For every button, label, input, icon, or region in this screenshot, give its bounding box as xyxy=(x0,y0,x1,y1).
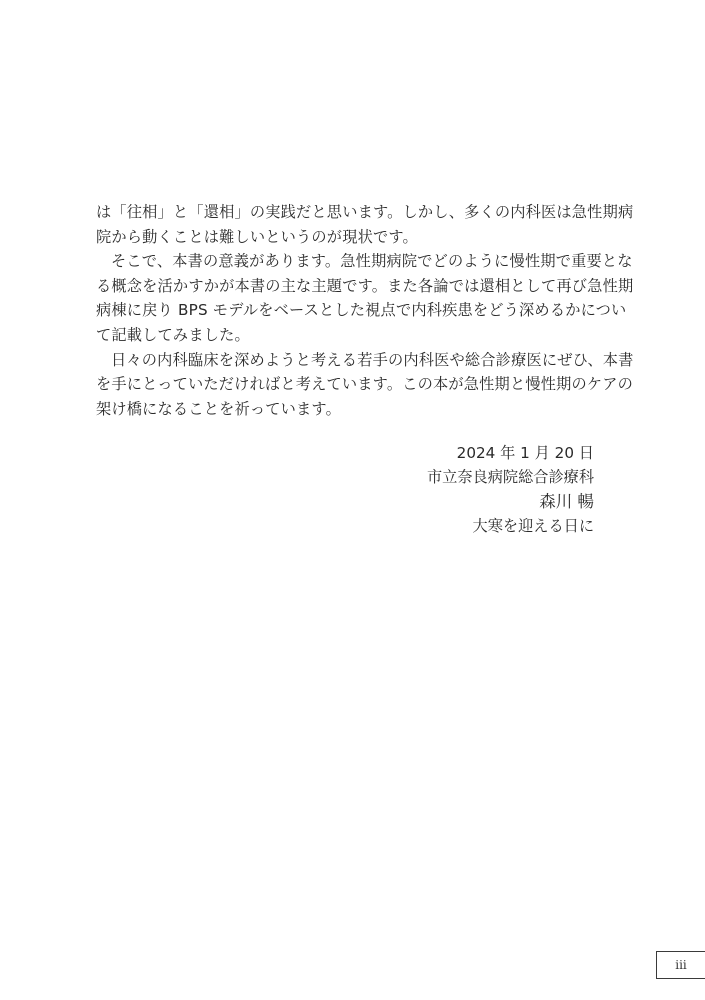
signature-block xyxy=(427,441,594,538)
text-line: 架け橋になることを祈っています。 xyxy=(96,399,341,418)
text-line: を手にとっていただければと考えています。この本が急性期と慢性期のケアの xyxy=(96,375,634,394)
text-line: そこで、本書の意義があります。急性期病院でどのように慢性期で重要とな xyxy=(111,252,633,271)
signature-note: 大寒を迎える日に xyxy=(472,516,594,535)
text-line: 日々の内科臨床を深めようと考える若手の内科医や総合診療医にぜひ、本書 xyxy=(111,350,634,369)
text-line: 院から動くことは難しいというのが現状です。 xyxy=(96,227,418,246)
text-line: 病棟に戻り BPS モデルをベースとした視点で内科疾患をどう深めるかについ xyxy=(96,301,627,320)
signature-author: 森川 暢 xyxy=(539,491,594,511)
text-line: る概念を活かすかが本書の主な主題です。また各論では還相として再び急性期 xyxy=(96,276,634,295)
paragraph-2 xyxy=(96,249,634,347)
signature-affiliation: 市立奈良病院総合診療科 xyxy=(426,468,594,487)
paragraph-3 xyxy=(96,348,634,422)
preface-body xyxy=(96,200,634,421)
text-line: て記載してみました。 xyxy=(96,325,250,344)
paragraph-1 xyxy=(96,200,634,249)
text-line: は「往相」と「還相」の実践だと思います。しかし、多くの内科医は急性期病 xyxy=(96,203,634,221)
signature-date: 2024 年 1 月 20 日 xyxy=(456,444,594,462)
page-number: iii xyxy=(656,951,705,979)
